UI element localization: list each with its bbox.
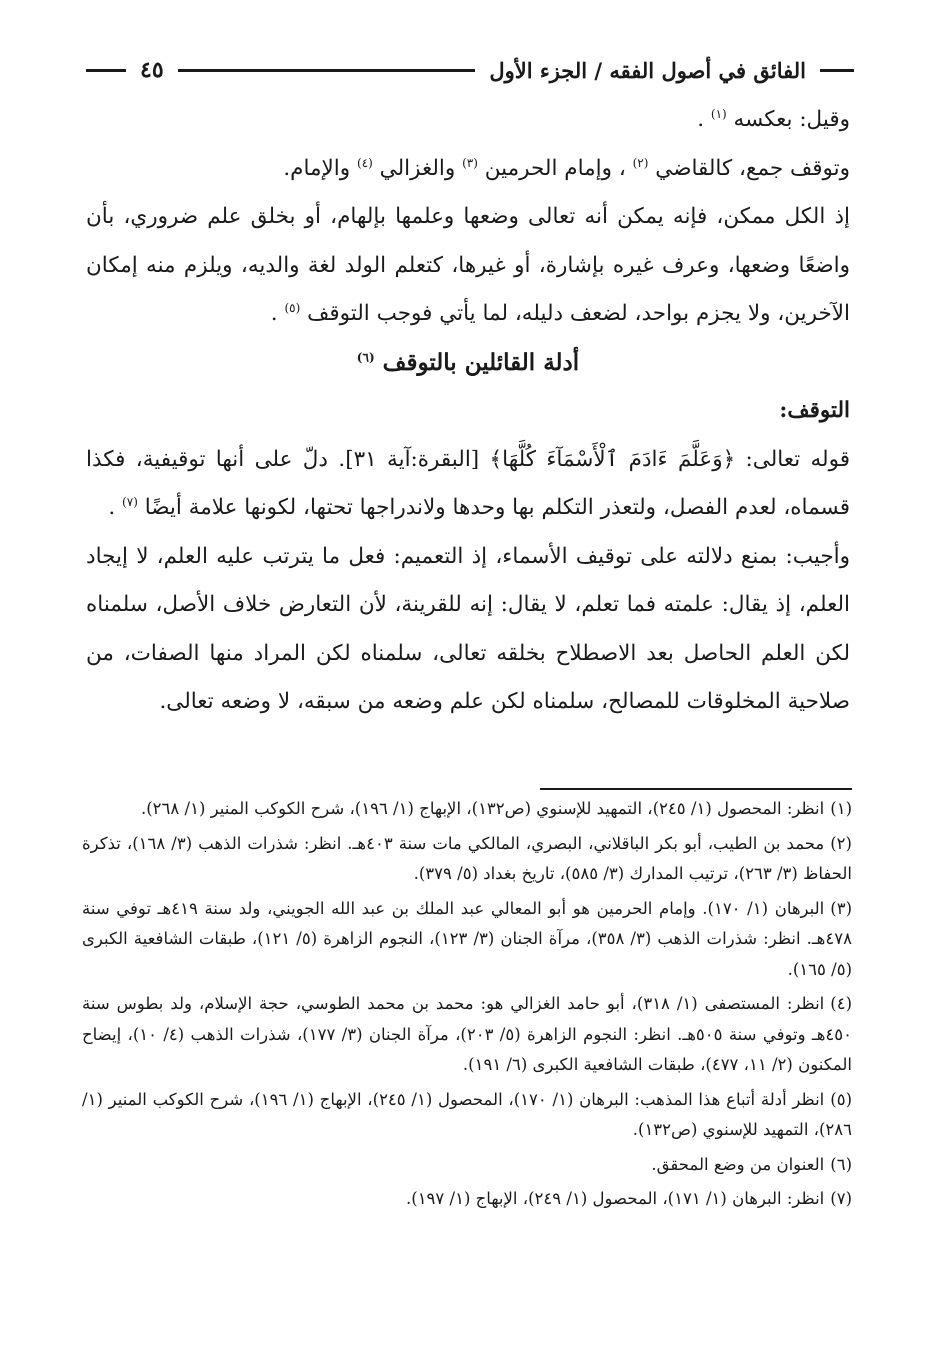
paragraph-5: وأجيب: بمنع دلالته على توقيف الأسماء، إذ التعميم: فعل ما يترتب عليه العلم، لا إيجاد العلم، إذ يقال: علمته فما تعلم، لا يقال: إنه للقرينة، لأن التعارض خلاف الأصل، سلمناه لكن العلم الحاصل بعد الاصطلاح بخلقه تعالى، سلمناه لكن المراد منها الصفات، من صلاحية المخلوقات للمصالح، سلمناه لكن علم وضعه من سبقه، لا وضعه تعالى. — [86, 543, 850, 714]
footnote-marker-6[interactable]: (٦) — [356, 349, 375, 364]
book-title: الفائق في أصول الفقه / الجزء الأول — [489, 57, 806, 83]
footnote-7: (٧)انظر: البرهان (١/ ١٧١)، المحصول (١/ ٢٤٩)، الإبهاج (١/ ١٩٧). — [406, 1189, 852, 1208]
footnote-2: (٢)محمد بن الطيب، أبو بكر الباقلاني، البصري، المالكي مات سنة ٤٠٣هـ. انظر: شذرات الذهب (٣/ ١٦٨)، تذكرة الحفاظ (٣/ ٢٦٣)، ترتيب المدارك (٣/ ٥٨٥)، تاريخ بغداد (٥/ ٣٧٩). — [82, 833, 852, 883]
footnote-1: (١)انظر: المحصول (١/ ٢٤٥)، التمهيد للإسنوي (ص١٣٢)، الإبهاج (١/ ١٩٦)، شرح الكوكب المنير (١/ ٢٦٨). — [140, 799, 852, 818]
footnote-marker-3[interactable]: (٣) — [462, 155, 478, 170]
footnote-marker-7[interactable]: (٧) — [122, 494, 138, 509]
paragraph-1: وقيل: بعكسه $^{(١)}$ . — [697, 106, 850, 132]
running-header — [86, 50, 854, 90]
section-heading: أدلة القائلين بالتوقف $^{(٦)}$ — [356, 348, 580, 376]
footnote-marker-1[interactable]: (١) — [710, 106, 727, 121]
page-number: ٤٥ — [140, 57, 164, 83]
subheading: التوقف: — [779, 398, 850, 423]
header-rule-middle — [178, 69, 476, 72]
footnotes — [82, 794, 852, 1219]
footnote-6: (٦)العنوان من وضع المحقق. — [651, 1154, 852, 1174]
main-text — [86, 96, 850, 727]
footnote-3: (٣)البرهان (١/ ١٧٠). وإمام الحرمين هو أبو المعالي عبد الملك بن عبد الله الجويني، ولد سنة ٤١٩هـ توفي سنة ٤٧٨هـ. انظر: شذرات الذهب (٣/ ٣٥٨)، مرآة الجنان (٣/ ١٢٣)، النجوم الزاهرة (٥/ ١٢١)، طبقات الشافعية الكبرى (٥/ ١٦٥). — [82, 898, 852, 979]
footnote-marker-4[interactable]: (٤) — [357, 155, 373, 170]
footnote-separator — [540, 788, 852, 790]
footnote-marker-2[interactable]: (٢) — [632, 155, 649, 170]
paragraph-4: قوله تعالى: ﴿وَعَلَّمَ ءَادَمَ ٱلْأَسْمَآءَ كُلَّهَا﴾ [البقرة:آية ٣١]. دلّ على أنها توقيفية، فكذا قسماه، لعدم الفصل، ولتعذر التكلم بها وحدها ولاندراجها تحتها، لكونها علامة أيضًا $^{(٧)}$ . — [86, 446, 850, 520]
footnote-4: (٤)انظر: المستصفى (١/ ٣١٨)، أبو حامد الغزالي هو: محمد بن محمد الطوسي، حجة الإسلام، ولد بطوس سنة ٤٥٠هـ وتوفي سنة ٥٠٥هـ. انظر: النجوم الزاهرة (٥/ ٢٠٣)، مرآة الجنان (٣/ ١٧٧)، شذرات الذهب (٤/ ١٠)، إيضاح المكنون (٢/ ١١، ٤٧٧)، طبقات الشافعية الكبرى (٦/ ١٩١). — [82, 994, 853, 1074]
footnote-marker-5[interactable]: (٥) — [284, 300, 301, 315]
paragraph-3: إذ الكل ممكن، فإنه يمكن أنه تعالى وضعها وعلمها بإلهام، أو بخلق علم ضروري، بأن واضعًا وضعها، وعرف غيره بإشارة، أو غيرها، كتعلم الولد لغة والديه، ويلزم منه إمكان الآخرين، ولا يجزم بواحد، لضعف دليله، لما يأتي فوجب التوقف $^{(٥)}$ . — [86, 204, 850, 326]
footnote-5: (٥)انظر أدلة أتباع هذا المذهب: البرهان (١/ ١٧٠)، المحصول (١/ ٢٤٥)، الإبهاج (١/ ١٩٦)، شرح الكوكب المنير (١/ ٢٨٦)، التمهيد للإسنوي (ص١٣٢). — [82, 1089, 852, 1139]
header-rule-right — [820, 69, 854, 72]
paragraph-2: وتوقف جمع، كالقاضي $^{(٢)}$ ، وإمام الحرمين $^{(٣)}$ والغزالي $^{(٤)}$ والإمام. — [283, 155, 850, 181]
header-rule-left — [86, 69, 126, 72]
